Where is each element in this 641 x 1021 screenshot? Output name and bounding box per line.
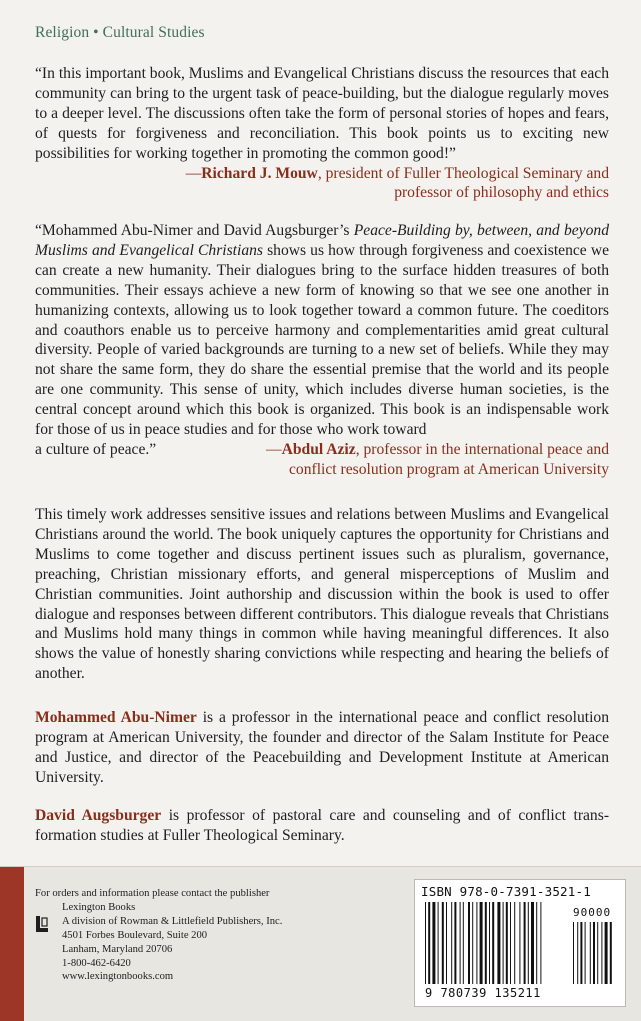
barcode-bar	[460, 902, 461, 984]
quote-1-role-line2: professor of philosophy and ethics	[394, 184, 609, 202]
addon-bar	[585, 922, 586, 984]
barcode-bar	[503, 902, 504, 984]
description-text: This timely work addresses sensitive issues and relations between Muslims and Evangelical Christians around the world. The book uniquely captures the opportunity for Christians and Muslims to come together and discuss pertinent issues such as pluralism, governance, preaching, Christian missionary efforts, and general misperceptions of Muslim and Christian communities. Joint authorship and discussion within the book is used to offer dialogue and responses between different contributors. This dialogue reveals that Christians and Muslims hold many things in common while having meaningful differences. It also shows the value of honestly sharing convictions while respecting and hearing the beliefs of another.	[35, 506, 609, 683]
category-label: Religion • Cultural Studies	[35, 24, 205, 41]
quote-2-dash: —	[266, 440, 282, 458]
barcode-bar	[432, 902, 435, 984]
author-bio-1	[35, 708, 609, 788]
addon-bar	[601, 922, 602, 984]
barcode-bar	[497, 902, 500, 984]
addon-bar	[573, 922, 574, 984]
phone-number: 1-800-462-6420	[62, 957, 131, 969]
quote-2-body: shows us how through forgiveness and coexistence we can create a new humanity. Their dialogues bring to the surface hidden treasures of both communities. Their essays achieve a new form of knowing so that we see one another in humanizing contexts, allowing us to look together toward a common future. The coeditors and coauthors enable us to perceive harmony and complementarities amid great cultural diversity. People of varied backgrounds are turning to a new set of beliefs. While they may not share the same form, they do share the essential premise that the world and its people are one community. This sense of unity, which includes diverse human societies, is the central concept around which this book is organized. This book is an indispensable work for those of us in peace studies and for those who work toward	[35, 241, 609, 439]
isbn-number: ISBN 978-0-7391-3521-1	[421, 884, 591, 899]
barcode-bar	[463, 902, 464, 984]
bio-1-body: is a professor in the international peace and conflict resolution program at American University, the founder and director of the Salam Institute for Peace and Justice, and director of the Peacebuilding and Development Institute at American University.	[35, 709, 609, 786]
barcode-bar	[528, 902, 529, 984]
barcode-bar	[510, 902, 511, 984]
quote-1-dash: —	[185, 164, 202, 182]
addon-bar	[580, 922, 582, 984]
quote-2-author: Abdul Aziz	[281, 440, 356, 458]
quote-2-attribution	[266, 440, 609, 480]
barcode-bar	[524, 902, 526, 984]
quote-2-last-row	[35, 440, 609, 480]
quote-1-text: “In this important book, Muslims and Evangelical Christians discuss the resources that each community can bring to the urgent task of peace-building, but the dialogue regularly moves to a deeper level. The discussions often take the form of personal stories of hopes and fears, of quests for forgiveness and reconciliation. This book points us to exciting new possibilities for working together in promoting the common good!”	[35, 65, 609, 162]
barcode-bar	[480, 902, 483, 984]
author-bio-2	[35, 806, 609, 846]
publisher-name: Lexington Books	[62, 901, 136, 913]
orders-line: For orders and information please contact the publisher	[35, 888, 270, 899]
isbn-barcode	[414, 879, 626, 1007]
quote-1-author: Richard J. Mouw	[201, 164, 318, 182]
endorsement-quote-1	[35, 64, 609, 203]
publisher-info	[35, 887, 282, 984]
barcode-bar	[540, 902, 541, 984]
addon-bar	[610, 922, 612, 984]
quote-2-last-line: a culture of peace.”	[35, 440, 157, 458]
address-line-1: 4501 Forbes Boulevard, Suite 200	[62, 929, 208, 941]
publisher-division: A division of Rowman & Littlefield Publishers, Inc.	[62, 915, 283, 927]
barcode-bar	[428, 902, 430, 984]
publisher-logo-icon	[35, 915, 49, 933]
endorsement-quote-2	[35, 221, 609, 480]
bio-1-text	[35, 708, 609, 788]
book-description	[35, 505, 609, 684]
barcode-bar	[514, 902, 515, 984]
addon-bar	[605, 922, 608, 984]
barcode-bar	[476, 902, 477, 984]
quote-1-role-line1: , president of Fuller Theological Seminary and	[317, 164, 609, 182]
barcode-bar	[425, 902, 426, 984]
quote-1-attribution	[35, 164, 609, 204]
barcode-bar	[506, 902, 508, 984]
addon-bar	[593, 922, 595, 984]
quote-2-text	[35, 221, 609, 440]
barcode-bar	[451, 902, 452, 984]
address-line-2: Lanham, Maryland 20706	[62, 943, 173, 955]
website-link[interactable]: www.lexingtonbooks.com	[62, 971, 174, 983]
barcode-bar	[454, 902, 456, 984]
barcode-bar	[489, 902, 490, 984]
barcode-bar	[536, 902, 537, 984]
barcode-bar	[468, 902, 470, 984]
barcode-bar	[446, 902, 447, 984]
bio-2-body: is professor of pastoral care and counseling and of conflict transformation studies at Fuller Theological Seminary.	[35, 807, 610, 844]
barcode-digits: 9 780739 135211	[425, 986, 541, 1000]
addon-bar	[597, 922, 598, 984]
quote-2-intro: “Mohammed Abu-Nimer and David Augsburger’s	[35, 222, 354, 239]
quote-2-role-line1: , professor in the international peace and	[355, 440, 609, 458]
barcode-bar	[519, 902, 520, 984]
quote-2-role-line2: conflict resolution program at American University	[288, 460, 609, 478]
barcode-bar	[442, 902, 444, 984]
addon-bar	[577, 922, 578, 984]
bio-2-name: David Augsburger	[35, 807, 162, 824]
barcode-bar	[531, 902, 534, 984]
barcode-bar	[485, 902, 487, 984]
price-code: 90000	[573, 906, 612, 919]
bio-2-text	[35, 806, 609, 846]
footer-color-bar	[0, 867, 24, 1021]
barcode-bar	[492, 902, 494, 984]
publisher-block	[35, 901, 282, 984]
bio-1-name: Mohammed Abu-Nimer	[35, 709, 197, 726]
quote-2-book-title: Peace-Building by, between, and beyond Muslims and Evangelical Christians	[35, 222, 609, 259]
addon-bar	[590, 922, 591, 984]
barcode-bar	[472, 902, 473, 984]
barcode-bar	[438, 902, 439, 984]
